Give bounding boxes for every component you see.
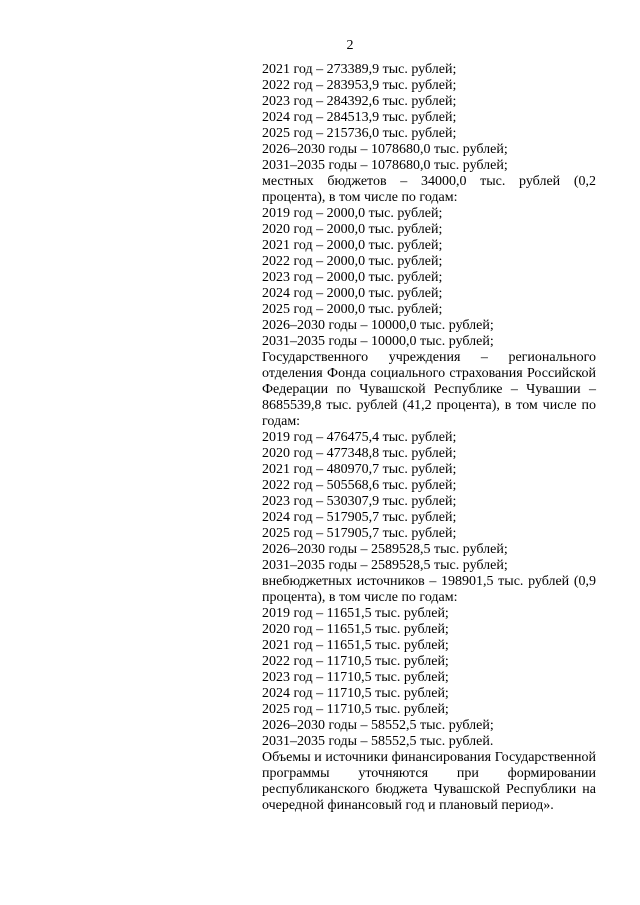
list-item: 2021 год – 480970,7 тыс. рублей; bbox=[262, 462, 457, 477]
list-item: 2024 год – 2000,0 тыс. рублей; bbox=[262, 286, 443, 301]
page-number: 2 bbox=[346, 38, 354, 53]
list-item: 2023 год – 284392,6 тыс. рублей; bbox=[262, 94, 457, 109]
list-item: 2021 год – 11651,5 тыс. рублей; bbox=[262, 638, 449, 653]
local-budgets-years-list bbox=[262, 206, 596, 350]
republican-budget-years-list bbox=[262, 62, 596, 174]
list-item: 2025 год – 517905,7 тыс. рублей; bbox=[262, 526, 457, 541]
list-item: 2020 год – 477348,8 тыс. рублей; bbox=[262, 446, 457, 461]
list-item: 2026–2030 годы – 58552,5 тыс. рублей; bbox=[262, 718, 494, 733]
closing-paragraph: Объемы и источники финансирования Государственной программы уточняются при формировании республиканского бюджета Чувашской Республики на очередной финансовый год и плановый период». bbox=[262, 750, 596, 813]
social-fund-paragraph: Государственного учреждения – регионального отделения Фонда социального страхования Российской Федерации по Чувашской Республике – Чувашии – 8685539,8 тыс. рублей (41,2 процента), в том числе по годам: bbox=[262, 350, 596, 429]
list-item: 2024 год – 517905,7 тыс. рублей; bbox=[262, 510, 457, 525]
list-item: 2024 год – 284513,9 тыс. рублей; bbox=[262, 110, 457, 125]
list-item: 2031–2035 годы – 10000,0 тыс. рублей; bbox=[262, 334, 494, 349]
list-item: 2021 год – 2000,0 тыс. рублей; bbox=[262, 238, 443, 253]
list-item: 2024 год – 11710,5 тыс. рублей; bbox=[262, 686, 449, 701]
list-item: 2019 год – 2000,0 тыс. рублей; bbox=[262, 206, 443, 221]
list-item: 2026–2030 годы – 1078680,0 тыс. рублей; bbox=[262, 142, 508, 157]
extrabudgetary-paragraph: внебюджетных источников – 198901,5 тыс. рублей (0,9 процента), в том числе по годам: bbox=[262, 574, 596, 605]
local-budgets-paragraph: местных бюджетов – 34000,0 тыс. рублей (0,2 процента), в том числе по годам: bbox=[262, 174, 596, 205]
list-item: 2023 год – 2000,0 тыс. рублей; bbox=[262, 270, 443, 285]
list-item: 2022 год – 11710,5 тыс. рублей; bbox=[262, 654, 449, 669]
extrabudgetary-years-list bbox=[262, 606, 596, 750]
list-item: 2026–2030 годы – 2589528,5 тыс. рублей; bbox=[262, 542, 508, 557]
list-item: 2031–2035 годы – 58552,5 тыс. рублей. bbox=[262, 734, 494, 749]
social-fund-years-list bbox=[262, 430, 596, 574]
list-item: 2023 год – 530307,9 тыс. рублей; bbox=[262, 494, 457, 509]
list-item: 2031–2035 годы – 1078680,0 тыс. рублей; bbox=[262, 158, 508, 173]
list-item: 2022 год – 505568,6 тыс. рублей; bbox=[262, 478, 457, 493]
list-item: 2021 год – 273389,9 тыс. рублей; bbox=[262, 62, 457, 77]
list-item: 2023 год – 11710,5 тыс. рублей; bbox=[262, 670, 449, 685]
list-item: 2026–2030 годы – 10000,0 тыс. рублей; bbox=[262, 318, 494, 333]
list-item: 2020 год – 11651,5 тыс. рублей; bbox=[262, 622, 449, 637]
list-item: 2020 год – 2000,0 тыс. рублей; bbox=[262, 222, 443, 237]
list-item: 2022 год – 2000,0 тыс. рублей; bbox=[262, 254, 443, 269]
list-item: 2022 год – 283953,9 тыс. рублей; bbox=[262, 78, 457, 93]
list-item: 2025 год – 215736,0 тыс. рублей; bbox=[262, 126, 457, 141]
list-item: 2025 год – 2000,0 тыс. рублей; bbox=[262, 302, 443, 317]
list-item: 2019 год – 476475,4 тыс. рублей; bbox=[262, 430, 457, 445]
list-item: 2031–2035 годы – 2589528,5 тыс. рублей; bbox=[262, 558, 508, 573]
list-item: 2025 год – 11710,5 тыс. рублей; bbox=[262, 702, 449, 717]
list-item: 2019 год – 11651,5 тыс. рублей; bbox=[262, 606, 449, 621]
document-body bbox=[262, 62, 596, 814]
